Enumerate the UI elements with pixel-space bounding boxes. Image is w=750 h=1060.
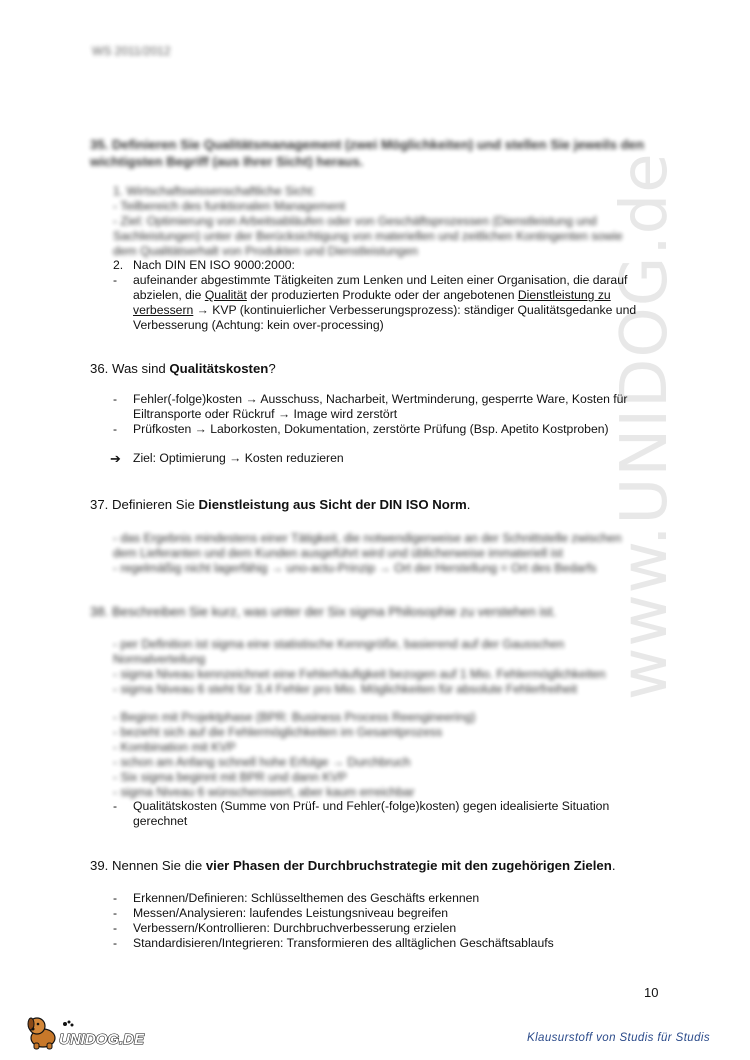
q39-title: 39. Nennen Sie die vier Phasen der Durchbruchstrategie mit den zugehörigen Zielen. (90, 858, 616, 873)
q35-blur-line: - Teilbereich des funktionalen Management (113, 199, 346, 213)
q35-paragraph-l1: aufeinander abgestimmte Tätigkeiten zum Lenken und Leiten einer Organisation, die darauf (133, 273, 628, 287)
page-number: 10 (644, 985, 659, 1000)
bullet-dash: - (113, 921, 118, 935)
q39-phase-3: Verbessern/Kontrollieren: Durchbruchverbesserung erzielen (133, 921, 457, 935)
q35-blur-line: dem Qualitätserhalt von Produkten und Dienstleistungen (113, 244, 418, 258)
q38-blur-line: Normalverteilung (113, 652, 206, 666)
paw-icon (63, 1021, 74, 1027)
bullet-dash: - (113, 422, 118, 436)
link-dienstleistung: Dienstleistung zu (517, 288, 611, 302)
q36-bullet-1-l2: Eiltransporte oder Rückruf → Image wird zerstört (133, 407, 398, 421)
unidog-logo (25, 1012, 155, 1052)
bullet-dash: - (113, 936, 118, 950)
q38-blur-line: - Kombination mit KVP (113, 740, 236, 754)
q35-blur-line: 1. Wirtschaftswissenschaftliche Sicht: (113, 184, 316, 198)
arrow-icon: ➔ (110, 451, 121, 466)
q38-blur-line: - bezieht sich auf die Fehlermöglichkeiten im Gesamtprozess (113, 725, 443, 739)
q38-blur-line: - per Definition ist sigma eine statistische Kenngröße, basierend auf der Gausschen (113, 637, 565, 651)
q37-blur-line: - regelmäßig nicht lagerfähig → uno-actu-Prinzip → Ort der Herstellung = Ort des Bedarfs (113, 561, 597, 575)
bullet-dash: - (113, 906, 118, 920)
logo-text: UNIDOG.DE (59, 1031, 145, 1048)
q38-blur-line: - sigma Niveau 6 wünschenswert, aber kaum erreichbar (113, 785, 415, 799)
bullet-dash: - (113, 891, 118, 905)
q39-phase-4: Standardisieren/Integrieren: Transformieren des alltäglichen Geschäftsablaufs (133, 936, 554, 950)
q37-title: 37. Definieren Sie Dienstleistung aus Sicht der DIN ISO Norm. (90, 497, 471, 512)
dog-icon (28, 1018, 55, 1049)
link-qualitaet: Qualität (204, 288, 247, 302)
q38-last-bullet-l2: gerechnet (133, 814, 188, 828)
q35-blur-line: Sachleistungen) unter der Berücksichtigung von materiellen und zeitlichen Kontingenten sowie (113, 229, 623, 243)
q38-blur-line: - Beginn mit Projektphase (BPR: Business Process Reengineering) (113, 710, 476, 724)
q36-bullet-1-l1: Fehler(-folge)kosten → Ausschuss, Nacharbeit, Wertminderung, gesperrte Ware, Kosten für (133, 392, 628, 406)
q35-title: 35. Definieren Sie Qualitätsmanagement (zwei Möglichkeiten) und stellen Sie jeweils den wichtigsten Begriff (aus Ihrer Sicht) heraus. (90, 137, 645, 169)
q38-blur-line: - sigma Niveau 6 steht für 3,4 Fehler pro Mio. Möglichkeiten für absolute Fehlerfreiheit (113, 682, 578, 696)
q36-title: 36. Was sind Qualitätskosten? (90, 361, 276, 376)
q36-bullet-2: Prüfkosten → Laborkosten, Dokumentation, zerstörte Prüfung (Bsp. Apetito Kostproben) (133, 422, 609, 436)
semester-header: WS 2011/2012 (92, 44, 171, 58)
q36-conclusion: Ziel: Optimierung → Kosten reduzieren (133, 451, 344, 465)
q38-blur-line: - sigma Niveau kennzeichnet eine Fehlerhäufigkeit bezogen auf 1 Mio. Fehlermöglichkeiten (113, 667, 606, 681)
q35-item2-text: Nach DIN EN ISO 9000:2000: (133, 258, 295, 272)
bullet-dash: - (113, 392, 118, 406)
q38-blur-line: - schon am Anfang schnell hohe Erfolge → Durchbruch (113, 755, 411, 769)
footer-slogan: Klausurstoff von Studis für Studis (527, 1032, 710, 1044)
q35-blur-line: - Ziel: Optimierung von Arbeitsabläufen oder von Geschäftsprozessen (Dienstleistung und (113, 214, 597, 228)
bullet-dash: - (113, 273, 118, 287)
q35-paragraph-l4: Verbesserung (Achtung: kein over-processing) (133, 318, 384, 332)
q39-phase-1: Erkennen/Definieren: Schlüsselthemen des Geschäfts erkennen (133, 891, 480, 905)
q37-blur-line: - das Ergebnis mindestens einer Tätigkeit, die notwendigerweise an der Schnittstelle zwischen (113, 531, 622, 545)
q35-paragraph-l2: abzielen, die Qualität der produzierten Produkte oder der angebotenen Dienstleistung zu (133, 288, 611, 302)
q38-title: 38. Beschreiben Sie kurz, was unter der Six sigma Philosophie zu verstehen ist. (90, 604, 557, 619)
q35-item2-label: 2. (113, 258, 124, 272)
q38-blur-line: - Six sigma beginnt mit BPR und dann KVP (113, 770, 347, 784)
watermark: www.UNIDOG.de (608, 152, 682, 700)
link-verbessern: verbessern (133, 303, 194, 317)
q39-phase-2: Messen/Analysieren: laufendes Leistungsniveau begreifen (133, 906, 449, 920)
bullet-dash: - (113, 799, 118, 813)
q35-paragraph-l3: verbessern → KVP (kontinuierlicher Verbesserungsprozess): ständiger Qualitätsgedanke und (133, 303, 637, 317)
q37-blur-line: dem Lieferanten und dem Kunden ausgeführt wird und üblicherweise immateriell ist (113, 546, 563, 560)
q38-last-bullet-l1: Qualitätskosten (Summe von Prüf- und Fehler(-folge)kosten) gegen idealisierte Situation (133, 799, 610, 813)
